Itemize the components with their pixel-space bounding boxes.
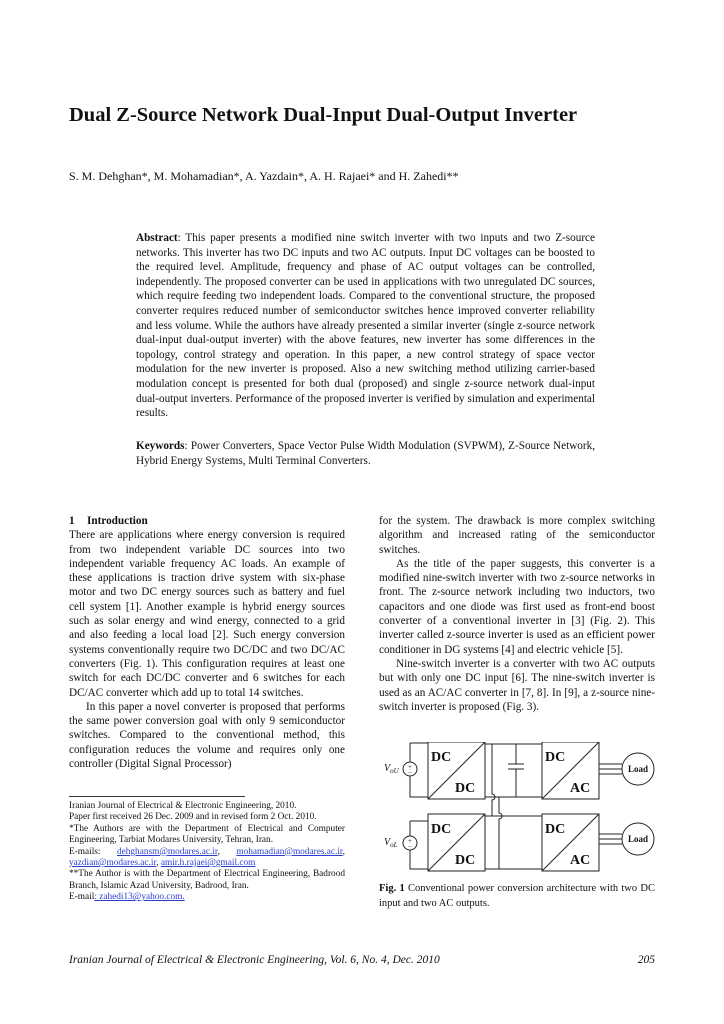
block-label: DC [431,822,452,837]
figure-1-caption [379,881,655,911]
abstract [136,231,595,421]
footnote-affiliation-2: **The Author is with the Department of Electrical Engineering, Badrood Branch, Islamic Azad University, Badrood, Iran. [69,869,345,891]
footnote-affiliation-1: *The Authors are with the Department of Electrical and Computer Engineering, Tarbiat Modares University, Tehran, Iran. [69,823,345,846]
author-list: S. M. Dehghan*, M. Mohamadian*, A. Yazdain*, A. H. Rajaei* and H. Zahedi** [69,169,459,183]
capacitor [508,744,524,797]
minus-sign: − [408,769,412,777]
output-wires [599,834,622,844]
caption-text: Conventional power conversion architecture with two DC input and two AC outputs. [379,883,655,909]
load-label: Load [627,764,649,774]
footnote-journal: Iranian Journal of Electrical & Electronic Engineering, 2010. [69,801,297,811]
plus-sign: + [408,763,412,771]
figure-1-diagram [380,742,666,878]
footnote-emails: E-mails: dehghansm@modares.ac.ir, mohamadian@modares.ac.ir, yazdian@modares.ac.ir, amir.h.rajaei@gmail.com [69,846,345,869]
page-number: 205 [637,954,655,966]
paper-title: Dual Z-Source Network Dual-Input Dual-Output Inverter [69,104,578,126]
section-number: 1 [69,515,75,527]
caption-label: Fig. 1 [379,883,405,894]
emails-label: E-mails: [69,846,117,857]
email-link[interactable]: amir.h.rajaei@gmail.com [160,858,256,869]
email-label: E-mail [69,892,95,903]
keywords [136,439,595,468]
block-label: DC [545,750,566,765]
output-wires [599,764,622,774]
footnote-divider [69,796,245,797]
minus-sign: − [408,843,412,851]
paragraph: In this paper a novel converter is proposed that performs the same power conversion goal with only 9 semiconductor switches. Compared to the conventional method, this configuration reduces the volume and requires only one controller (Digital Signal Processor) [69,700,345,771]
block-label: AC [570,781,591,796]
email-link[interactable]: : zahedi13@yahoo.com. [94,892,185,903]
cross-wire [499,797,502,869]
load-label: Load [627,834,649,844]
page-footer [69,954,655,966]
keywords-label: Keywords [136,440,185,452]
email-link[interactable]: yazdian@modares.ac.ir [69,858,157,869]
footnote-received: Paper first received 26 Dec. 2009 and in revised form 2 Oct. 2010. [69,812,317,823]
block-label: DC [455,781,476,796]
paragraph: As the title of the paper suggests, this converter is a modified nine-switch inverter with two z-source networks in front. The z-source network including two inductors, two capacitors and one diode was first used as front-end boost converter of a conventional inverter in [3] (Fig. 2). This inverter called z-source inverter is used as an efficient power conditioner in DG systems [4] and electric vehicle [5]. [379,557,655,656]
email-link[interactable]: dehghansm@modares.ac.ir [116,846,218,857]
source-label-top: $V_{oU}$ [384,763,399,775]
block-label: DC [455,853,476,868]
block-label: AC [570,853,591,868]
paragraph: for the system. The drawback is more complex switching algorithm and increased rating of the semiconductor switches. [379,515,655,556]
block-label: DC [545,822,566,837]
footer-journal: Iranian Journal of Electrical & Electronic Engineering, Vol. 6, No. 4, Dec. 2010 [69,954,440,966]
keywords-text: : Power Converters, Space Vector Pulse Width Modulation (SVPWM), Z-Source Network, Hybrid Energy Systems, Multi Terminal Converters. [136,440,595,467]
paragraph: There are applications where energy conversion is required from two independent variable DC sources into two independent variable frequency AC loads. An example of these applications is traction drive system with six-phase motor and two DC energy sources such as battery and fuel cell system [1]. Another example is hybrid energy sources such as solar energy and wind energy, connected to a grid and also feeding a local load [2]. Such energy conversion systems conventionally require two DC/DC and two DC/AC converters (Fig. 1). This configuration requires at least one switch for each DC/DC converter and 6 switches for each DC/AC converter which add up to total 14 switches. [69,529,345,699]
footnote-email-2 [69,892,345,903]
abstract-text: : This paper presents a modified nine switch inverter with two inputs and two Z-source networks. This inverter has two DC inputs and two AC outputs. Input DC voltages can be boosted to the required level. Amplitude, frequency and phase of AC output voltages can be controlled, independently. The proposed converter can be used in applications with two unregulated DC sources, which require feeding two independent loads. Compared to the conventional structure, the proposed converter requires reduced number of semiconductor switches hence improved converter reliability and less volume. While the authors have already presented a similar inverter (single z-source network dual-input dual-output inverter) with the above features, new inverter has some differences in the topology, control strategy and operation. In this paper, a new control strategy of space vector modulation for the new inverter is proposed. Also a new switching method utilizing carrier-based modulation concept is presented for both dual (proposed) and single z-source network dual-input dual-output inverters. Performance of the proposed inverter is verified by simulation and experimental results. [136,232,595,420]
cross-wire [492,744,495,816]
footnotes [69,801,345,904]
plus-sign: + [408,837,412,845]
block-label: DC [431,750,452,765]
source-label-bottom: $V_{oL}$ [384,837,398,849]
abstract-label: Abstract [136,232,178,244]
left-column [69,514,345,771]
section-title: Introduction [87,515,148,527]
email-link[interactable]: mohamadian@modares.ac.ir [236,846,343,857]
right-column [379,514,655,714]
paragraph: Nine-switch inverter is a converter with two AC outputs but with only one DC input [6]. The nine-switch inverter is used as an AC/AC converter in [7, 8]. In [9], a z-source nine-switch inverter is proposed (Fig. 3). [379,657,655,713]
section-heading-introduction [69,514,345,528]
